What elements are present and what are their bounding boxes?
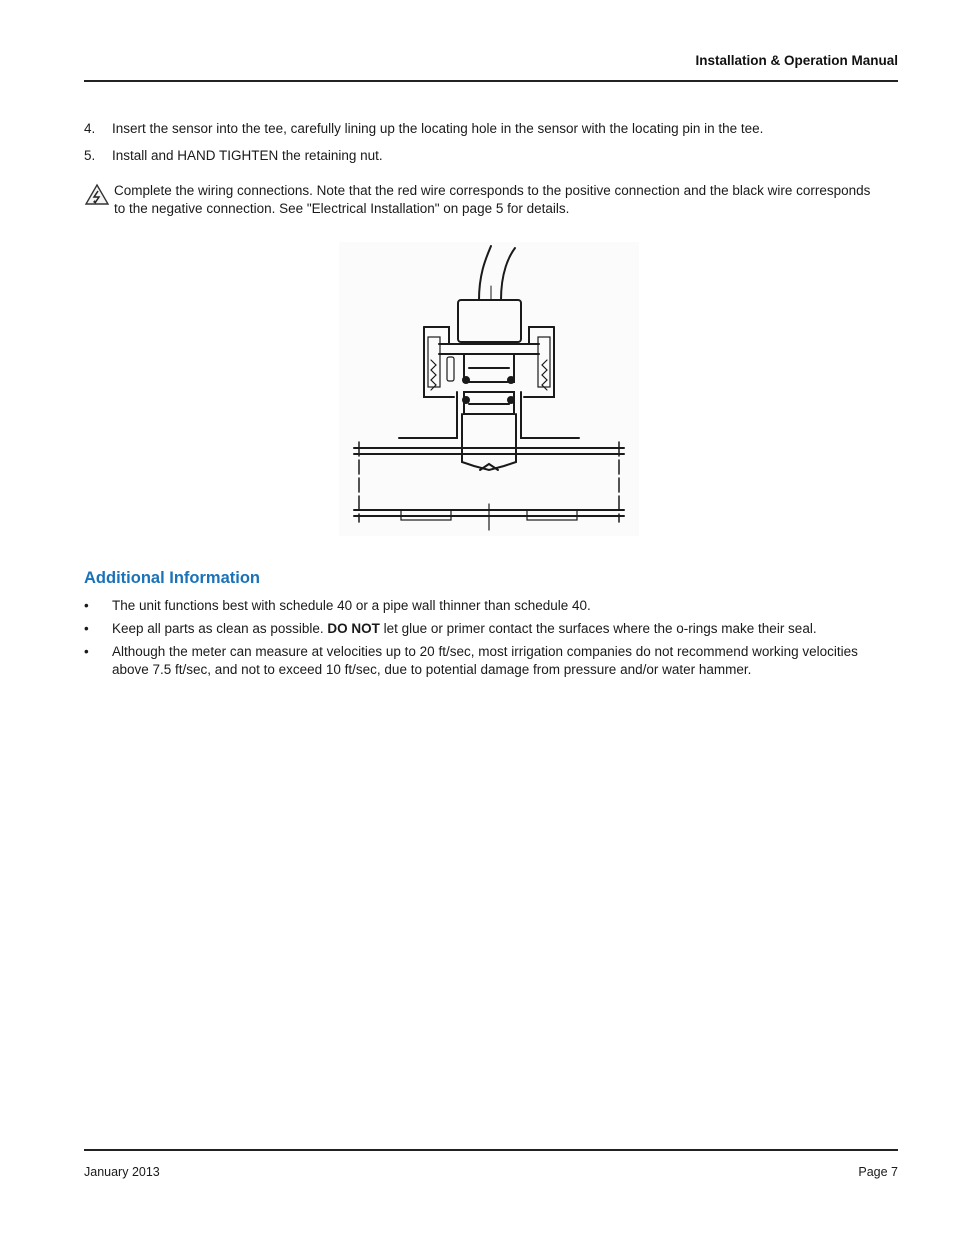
sensor-in-tee-diagram <box>339 242 639 536</box>
header-rule <box>84 80 898 82</box>
list-item-text-before: Keep all parts as clean as possible. <box>112 621 328 636</box>
step-number: 4. <box>84 121 96 136</box>
bullet-symbol: • <box>84 598 89 613</box>
list-item <box>84 620 884 638</box>
list-item-text <box>112 620 817 638</box>
emphasis-text: DO NOT <box>327 621 380 636</box>
step-text: Insert the sensor into the tee, carefully lining up the locating hole in the sensor with the locating pin in the tee. <box>112 121 764 136</box>
installation-steps <box>84 120 884 174</box>
list-item-text: Although the meter can measure at velocities up to 20 ft/sec, most irrigation companies do not recommend working velocities above 7.5 ft/sec, and not to exceed 10 ft/sec, due to potential damage from pressure and/or water hammer. <box>112 644 858 677</box>
list-item <box>84 597 884 615</box>
electrical-hazard-warning-icon <box>84 182 114 218</box>
list-item-text: The unit functions best with schedule 40 or a pipe wall thinner than schedule 40. <box>112 598 591 613</box>
step-text: Install and HAND TIGHTEN the retaining nut. <box>112 148 383 163</box>
section-title: Additional Information <box>84 569 260 587</box>
bullet-symbol: • <box>84 644 89 659</box>
footer-date: January 2013 <box>84 1165 160 1179</box>
step-item <box>84 120 884 137</box>
list-item-text-after: let glue or primer contact the surfaces where the o-rings make their seal. <box>379 621 817 636</box>
step-number: 5. <box>84 148 96 163</box>
list-item <box>84 643 884 679</box>
step-item <box>84 147 884 164</box>
bullet-symbol: • <box>84 621 89 636</box>
page-number: Page 7 <box>858 1165 898 1179</box>
header-title: Installation & Operation Manual <box>695 53 898 68</box>
wiring-warning <box>84 182 874 218</box>
footer-rule <box>84 1149 898 1151</box>
warning-text: Complete the wiring connections. Note that the red wire corresponds to the positive connection and the black wire corresponds to the negative connection. See "Electrical Installation" on page 5 for details. <box>114 183 871 216</box>
additional-info-list <box>84 597 884 684</box>
